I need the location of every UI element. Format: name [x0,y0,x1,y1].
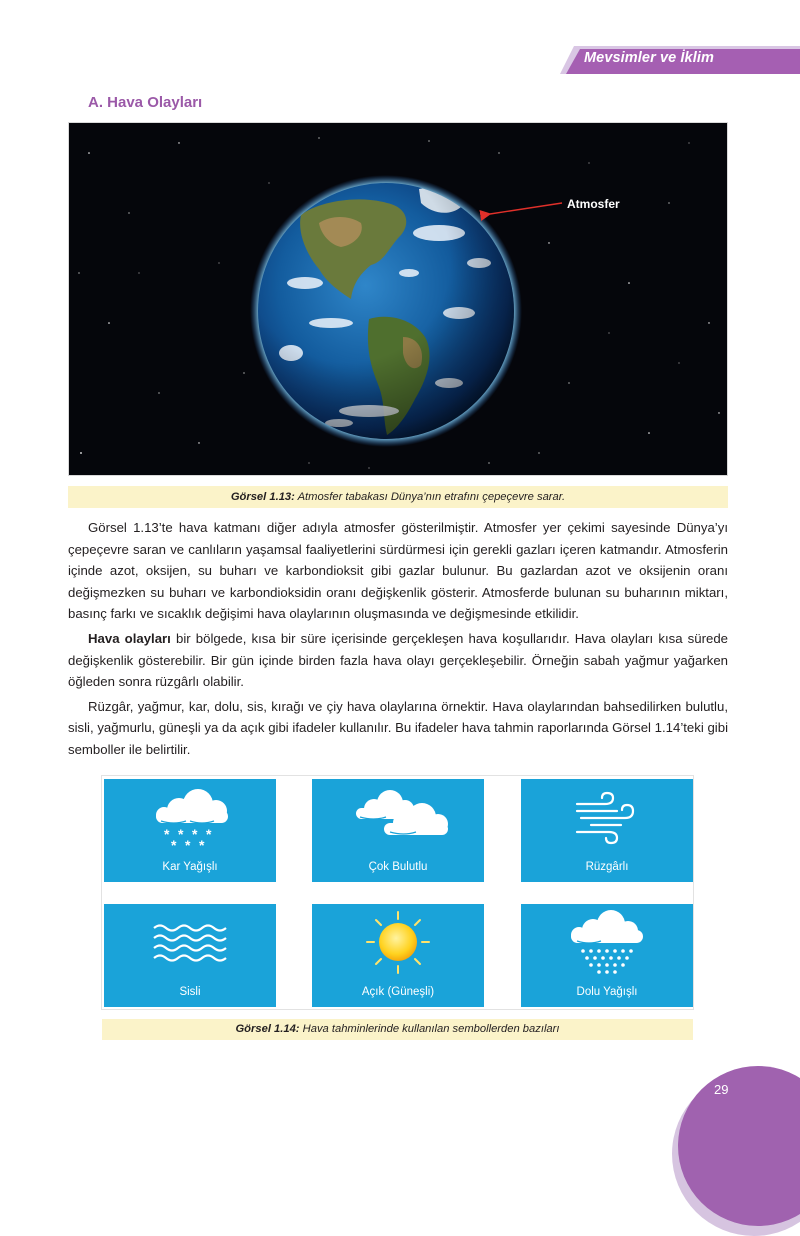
term-bold: Hava olayları [88,630,171,646]
weather-label: Çok Bulutlu [368,861,428,873]
snow-cloud-icon [104,779,276,859]
section-title: A. Hava Olayları [88,94,203,111]
svg-text:*: * [206,826,212,842]
paragraph [68,628,728,693]
weather-tile [104,904,276,1007]
body-text [68,517,728,761]
weather-symbols-figure [102,776,693,1009]
svg-text:*: * [192,826,198,842]
cloudy-icon [312,779,484,859]
weather-tile [312,779,484,882]
caption-label: Görsel 1.13: [230,491,295,503]
weather-label: Sisli [179,986,201,998]
paragraph: Rüzgâr, yağmur, kar, dolu, sis, kırağı ve çiy hava olaylarına örnektir. Hava olaylarından bahsedilirken bulutlu, sisli, yağmurlu, güneşli ya da açık gibi ifadeler kullanılır. Bu ifadeler hava tahmin raporlarında Görsel 1.14’teki gibi semboller ile belirtilir. [68,698,728,757]
weather-tile [521,904,693,1007]
fog-icon [104,904,276,984]
figure-caption [102,1019,693,1040]
svg-text:*: * [185,837,191,853]
weather-tile [521,779,693,882]
atmosphere-label: Atmosfer [567,197,620,211]
svg-text:*: * [171,837,177,853]
page-number: 29 [714,1082,729,1097]
figure-caption [68,486,728,508]
paragraph: Görsel 1.13’te hava katmanı diğer adıyla atmosfer gösterilmiştir. Atmosfer yer çekimi sayesinde Dünya’yı çepeçevre saran ve canlıların yaşamsal faaliyetlerini sürdürmesi için gerekli gazları içeren katmandır. Atmosferin içinde azot, oksijen, su buharı ve karbondioksit gibi gazlar bulunur. Bu gazlardan azot ve oksijenin oranı değişmezken su buharı ve karbondioksidin oranı değişkenlik gösterir. Atmosferde bulunan su buharının miktarı, basınç farkı ve sıcaklık değişimi hava olaylarının oluşmasında ve değişmesinde etkilidir. [68,520,728,622]
weather-tile [312,904,484,1007]
earth-figure [68,122,728,476]
weather-label: Kar Yağışlı [162,861,218,873]
sun-icon [312,904,484,984]
wind-icon [521,779,693,859]
chapter-title: Mevsimler ve İklim [584,50,714,66]
paragraph-text: bir bölgede, kısa bir süre içerisinde gerçekleşen hava koşullarıdır. Hava olayları kısa sürede değişkenlik gösterebilir. Bir gün içinde birden fazla hava olayı gerçekleşebilir. Örneğin sabah yağmur yağarken öğleden sonra rüzgârlı olabilir. [68,630,728,690]
weather-label: Dolu Yağışlı [576,986,638,998]
weather-label: Rüzgârlı [585,861,629,873]
earth-image [69,123,727,475]
weather-label: Açık (Güneşli) [361,986,435,998]
hail-cloud-icon [521,904,693,984]
caption-label: Görsel 1.14: [235,1023,300,1035]
caption-text: Hava tahminlerinde kullanılan sembollerden bazıları [299,1023,560,1035]
caption-text: Atmosfer tabakası Dünya’nın etrafını çepeçevre sarar. [294,491,566,503]
weather-tile [104,779,276,882]
svg-text:*: * [164,826,170,842]
svg-text:*: * [199,837,205,853]
chapter-banner [560,46,800,74]
svg-text:*: * [178,826,184,842]
